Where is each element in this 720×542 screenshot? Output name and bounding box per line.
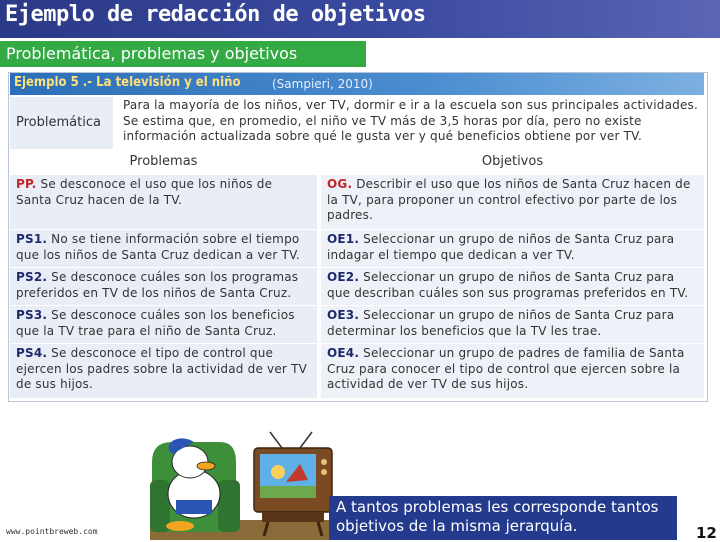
objective-text: Seleccionar un grupo de padres de familia de Santa Cruz para conocer el tipo de control que ejercen sobre la actividad de ver TV de sus hijos. <box>327 346 685 391</box>
table-row-problem <box>10 175 317 229</box>
problematica-text: Para la mayoría de los niños, ver TV, dormir e ir a la escuela son sus principales actividades. Se estima que, en promedio, el niño ve TV más de 3,5 horas por día, pero no existe información actualizada sobre qué le gusta ver y qué beneficios obtiene por ver TV. <box>123 98 699 143</box>
problem-code: PS1. <box>16 232 48 246</box>
example-title: Ejemplo 5 .- La televisión y el niño <box>14 75 241 90</box>
problem-code: PS3. <box>16 308 48 322</box>
problem-text: Se desconoce cuáles son los programas preferidos en TV de los niños de Santa Cruz. <box>16 270 299 300</box>
column-header-problemas: Problemas <box>10 152 317 174</box>
problem-text: Se desconoce el uso que los niños de Santa Cruz hacen de la TV. <box>16 177 273 207</box>
objective-text: Seleccionar un grupo de niños de Santa Cruz para que describan cuáles son sus programas preferidos en TV. <box>327 270 689 300</box>
problem-text: Se desconoce el tipo de control que ejercen los padres sobre la actividad de ver TV de sus hijos. <box>16 346 308 391</box>
duck-watching-tv-illustration <box>150 402 340 540</box>
problem-code: PS4. <box>16 346 48 360</box>
problem-code: PS2. <box>16 270 48 284</box>
objective-text: Describir el uso que los niños de Santa Cruz hacen de la TV, para proponer un control efectivo por parte de los padres. <box>327 177 691 222</box>
note-text: A tantos problemas les corresponde tantos objetivos de la misma jerarquía. <box>336 498 659 535</box>
objective-code: OE2. <box>327 270 360 284</box>
objective-code: OG. <box>327 177 353 191</box>
table-row-objective <box>321 268 704 305</box>
table-row-problem <box>10 306 317 343</box>
objective-code: OE4. <box>327 346 360 360</box>
table-row-objective <box>321 230 704 267</box>
page-number: 12 <box>696 524 717 542</box>
objective-code: OE1. <box>327 232 360 246</box>
problem-text: Se desconoce cuáles son los beneficios que la TV trae para el niño de Santa Cruz. <box>16 308 295 338</box>
problematica-label: Problemática <box>16 115 101 130</box>
slide-subtitle: Problemática, problemas y objetivos <box>6 44 298 63</box>
table-row-objective <box>321 175 704 229</box>
objective-text: Seleccionar un grupo de niños de Santa Cruz para determinar los beneficios que la TV les trae. <box>327 308 675 338</box>
table-row-problem <box>10 268 317 305</box>
table-row-objective <box>321 344 704 398</box>
objective-code: OE3. <box>327 308 360 322</box>
column-header-objetivos: Objetivos <box>321 152 704 174</box>
slide-title: Ejemplo de redacción de objetivos <box>5 2 426 27</box>
table-row-objective <box>321 306 704 343</box>
table-row-problem <box>10 230 317 267</box>
objective-text: Seleccionar un grupo de niños de Santa Cruz para indagar el tiempo que dedican a ver TV. <box>327 232 675 262</box>
table-row-problem <box>10 344 317 398</box>
problem-text: No se tiene información sobre el tiempo que los niños de Santa Cruz dedican a ver TV. <box>16 232 300 262</box>
example-source: (Sampieri, 2010) <box>272 77 373 91</box>
website-url: www.pointbreweb.com <box>6 527 98 536</box>
problem-code: PP. <box>16 177 37 191</box>
